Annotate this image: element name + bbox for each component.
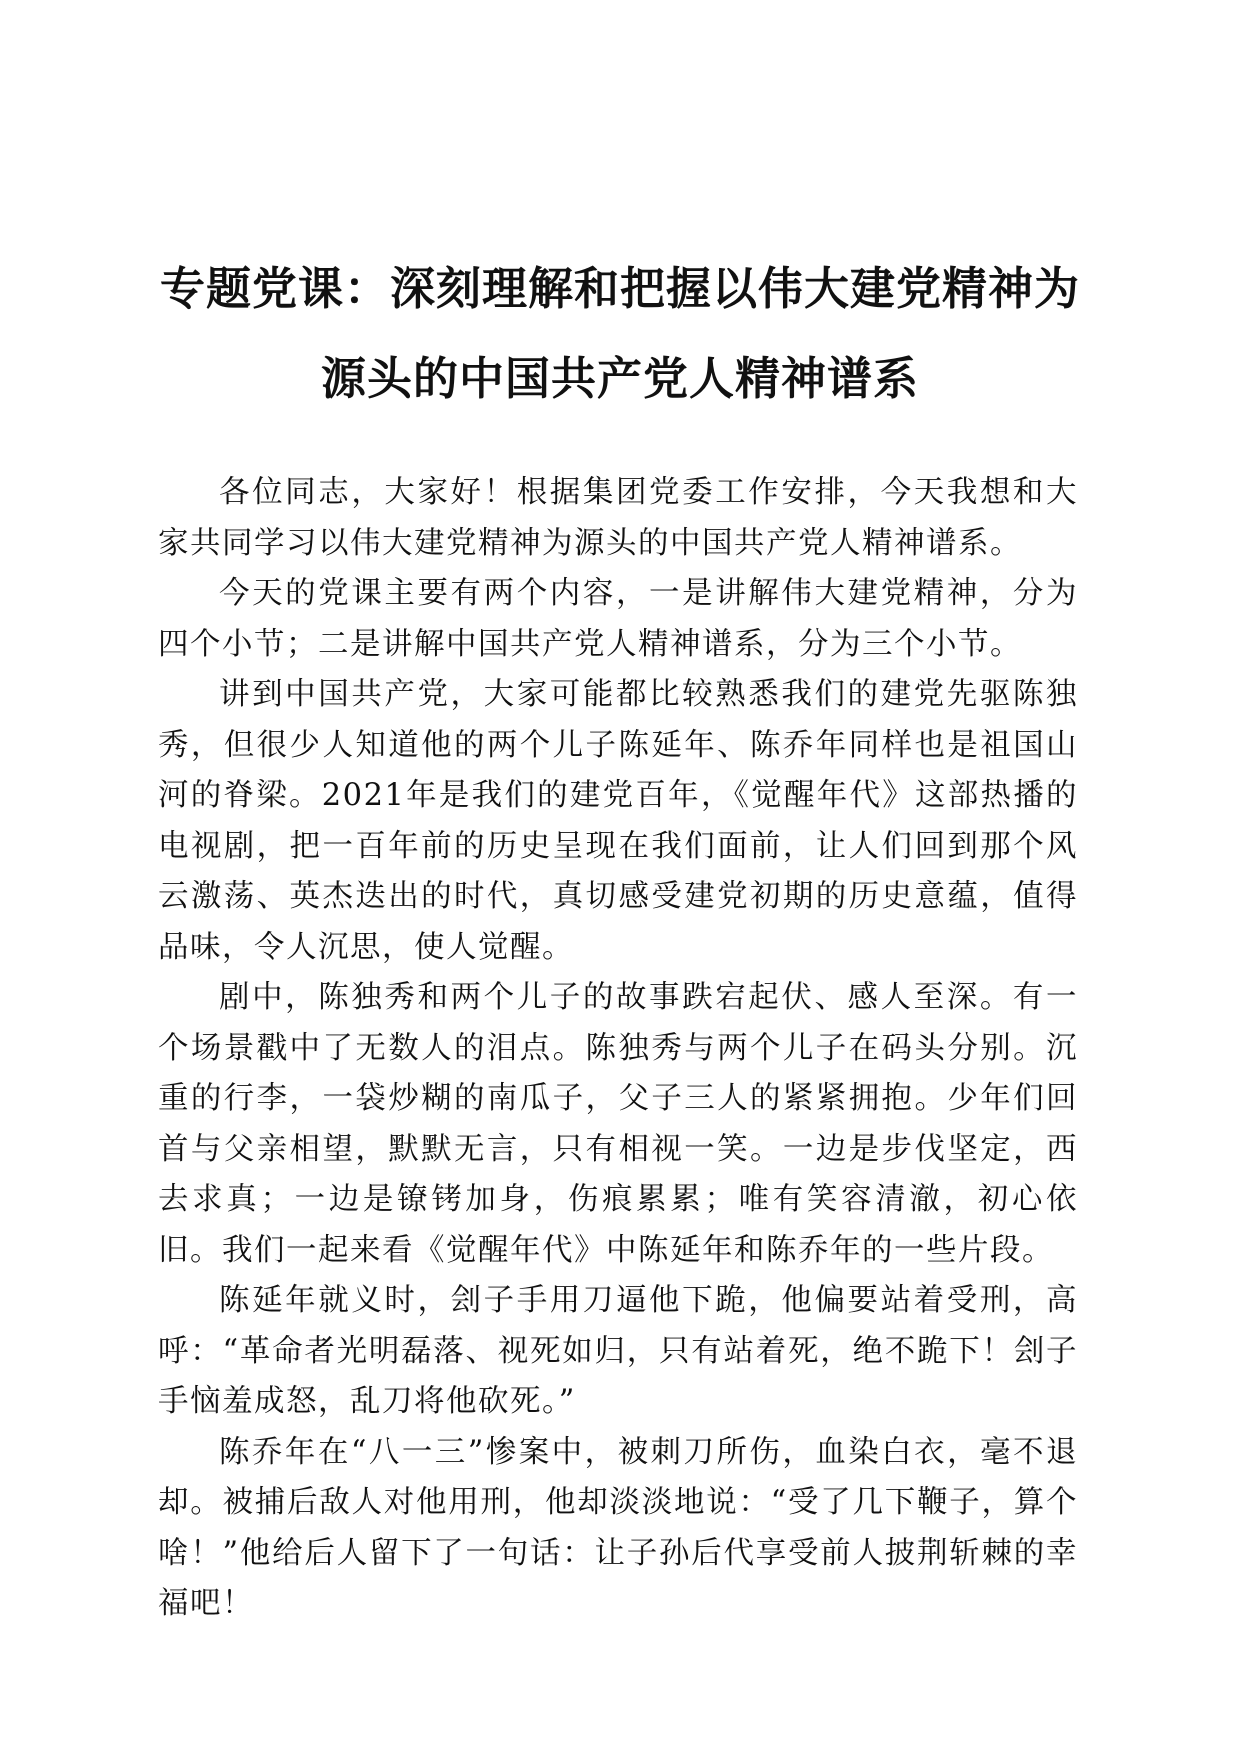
paragraph-outline: 今天的党课主要有两个内容，一是讲解伟大建党精神，分为四个小节；二是讲解中国共产党人精神谱系，分为三个小节。	[158, 576, 1078, 662]
paragraph-drama-scene: 剧中，陈独秀和两个儿子的故事跌宕起伏、感人至深。有一个场景戳中了无数人的泪点。陈独秀与两个儿子在码头分别。沉重的行李，一袋炒糊的南瓜子，父子三人的紧紧拥抱。少年们回首与父亲相望，默默无言，只有相视一笑。一边是步伐坚定，西去求真；一边是镣铐加身，伤痕累累；唯有笑容清澈，初心依旧。我们一起来看《觉醒年代》中陈延年和陈乔年的一些片段。	[158, 980, 1078, 1268]
document-title	[150, 244, 1090, 424]
paragraph-chen-qiaonian: 陈乔年在“八一三”惨案中，被刺刀所伤，血染白衣，毫不退却。被捕后敌人对他用刑，他却淡淡地说：“受了几下鞭子，算个啥！”他给后人留下了一句话：让子孙后代享受前人披荆斩棘的幸福吧！	[158, 1434, 1078, 1621]
document-body	[158, 468, 1078, 1630]
paragraph-chen-duxiu-sons: 讲到中国共产党，大家可能都比较熟悉我们的建党先驱陈独秀，但很少人知道他的两个儿子陈延年、陈乔年同样也是祖国山河的脊梁。2021年是我们的建党百年，《觉醒年代》这部热播的电视剧，把一百年前的历史呈现在我们面前，让人们回到那个风云激荡、英杰迭出的时代，真切感受建党初期的历史意蕴，值得品味，令人沉思，使人觉醒。	[158, 677, 1078, 965]
paragraph-chen-yannian: 陈延年就义时，刽子手用刀逼他下跪，他偏要站着受刑，高呼：“革命者光明磊落、视死如归，只有站着死，绝不跪下！刽子手恼羞成怒，乱刀将他砍死。”	[158, 1283, 1078, 1419]
title-line-2: 源头的中国共产党人精神谱系	[320, 352, 919, 405]
title-line-1: 专题党课：深刻理解和把握以伟大建党精神为	[159, 262, 1080, 315]
paragraph-greeting: 各位同志，大家好！根据集团党委工作安排，今天我想和大家共同学习以伟大建党精神为源头的中国共产党人精神谱系。	[158, 475, 1078, 561]
